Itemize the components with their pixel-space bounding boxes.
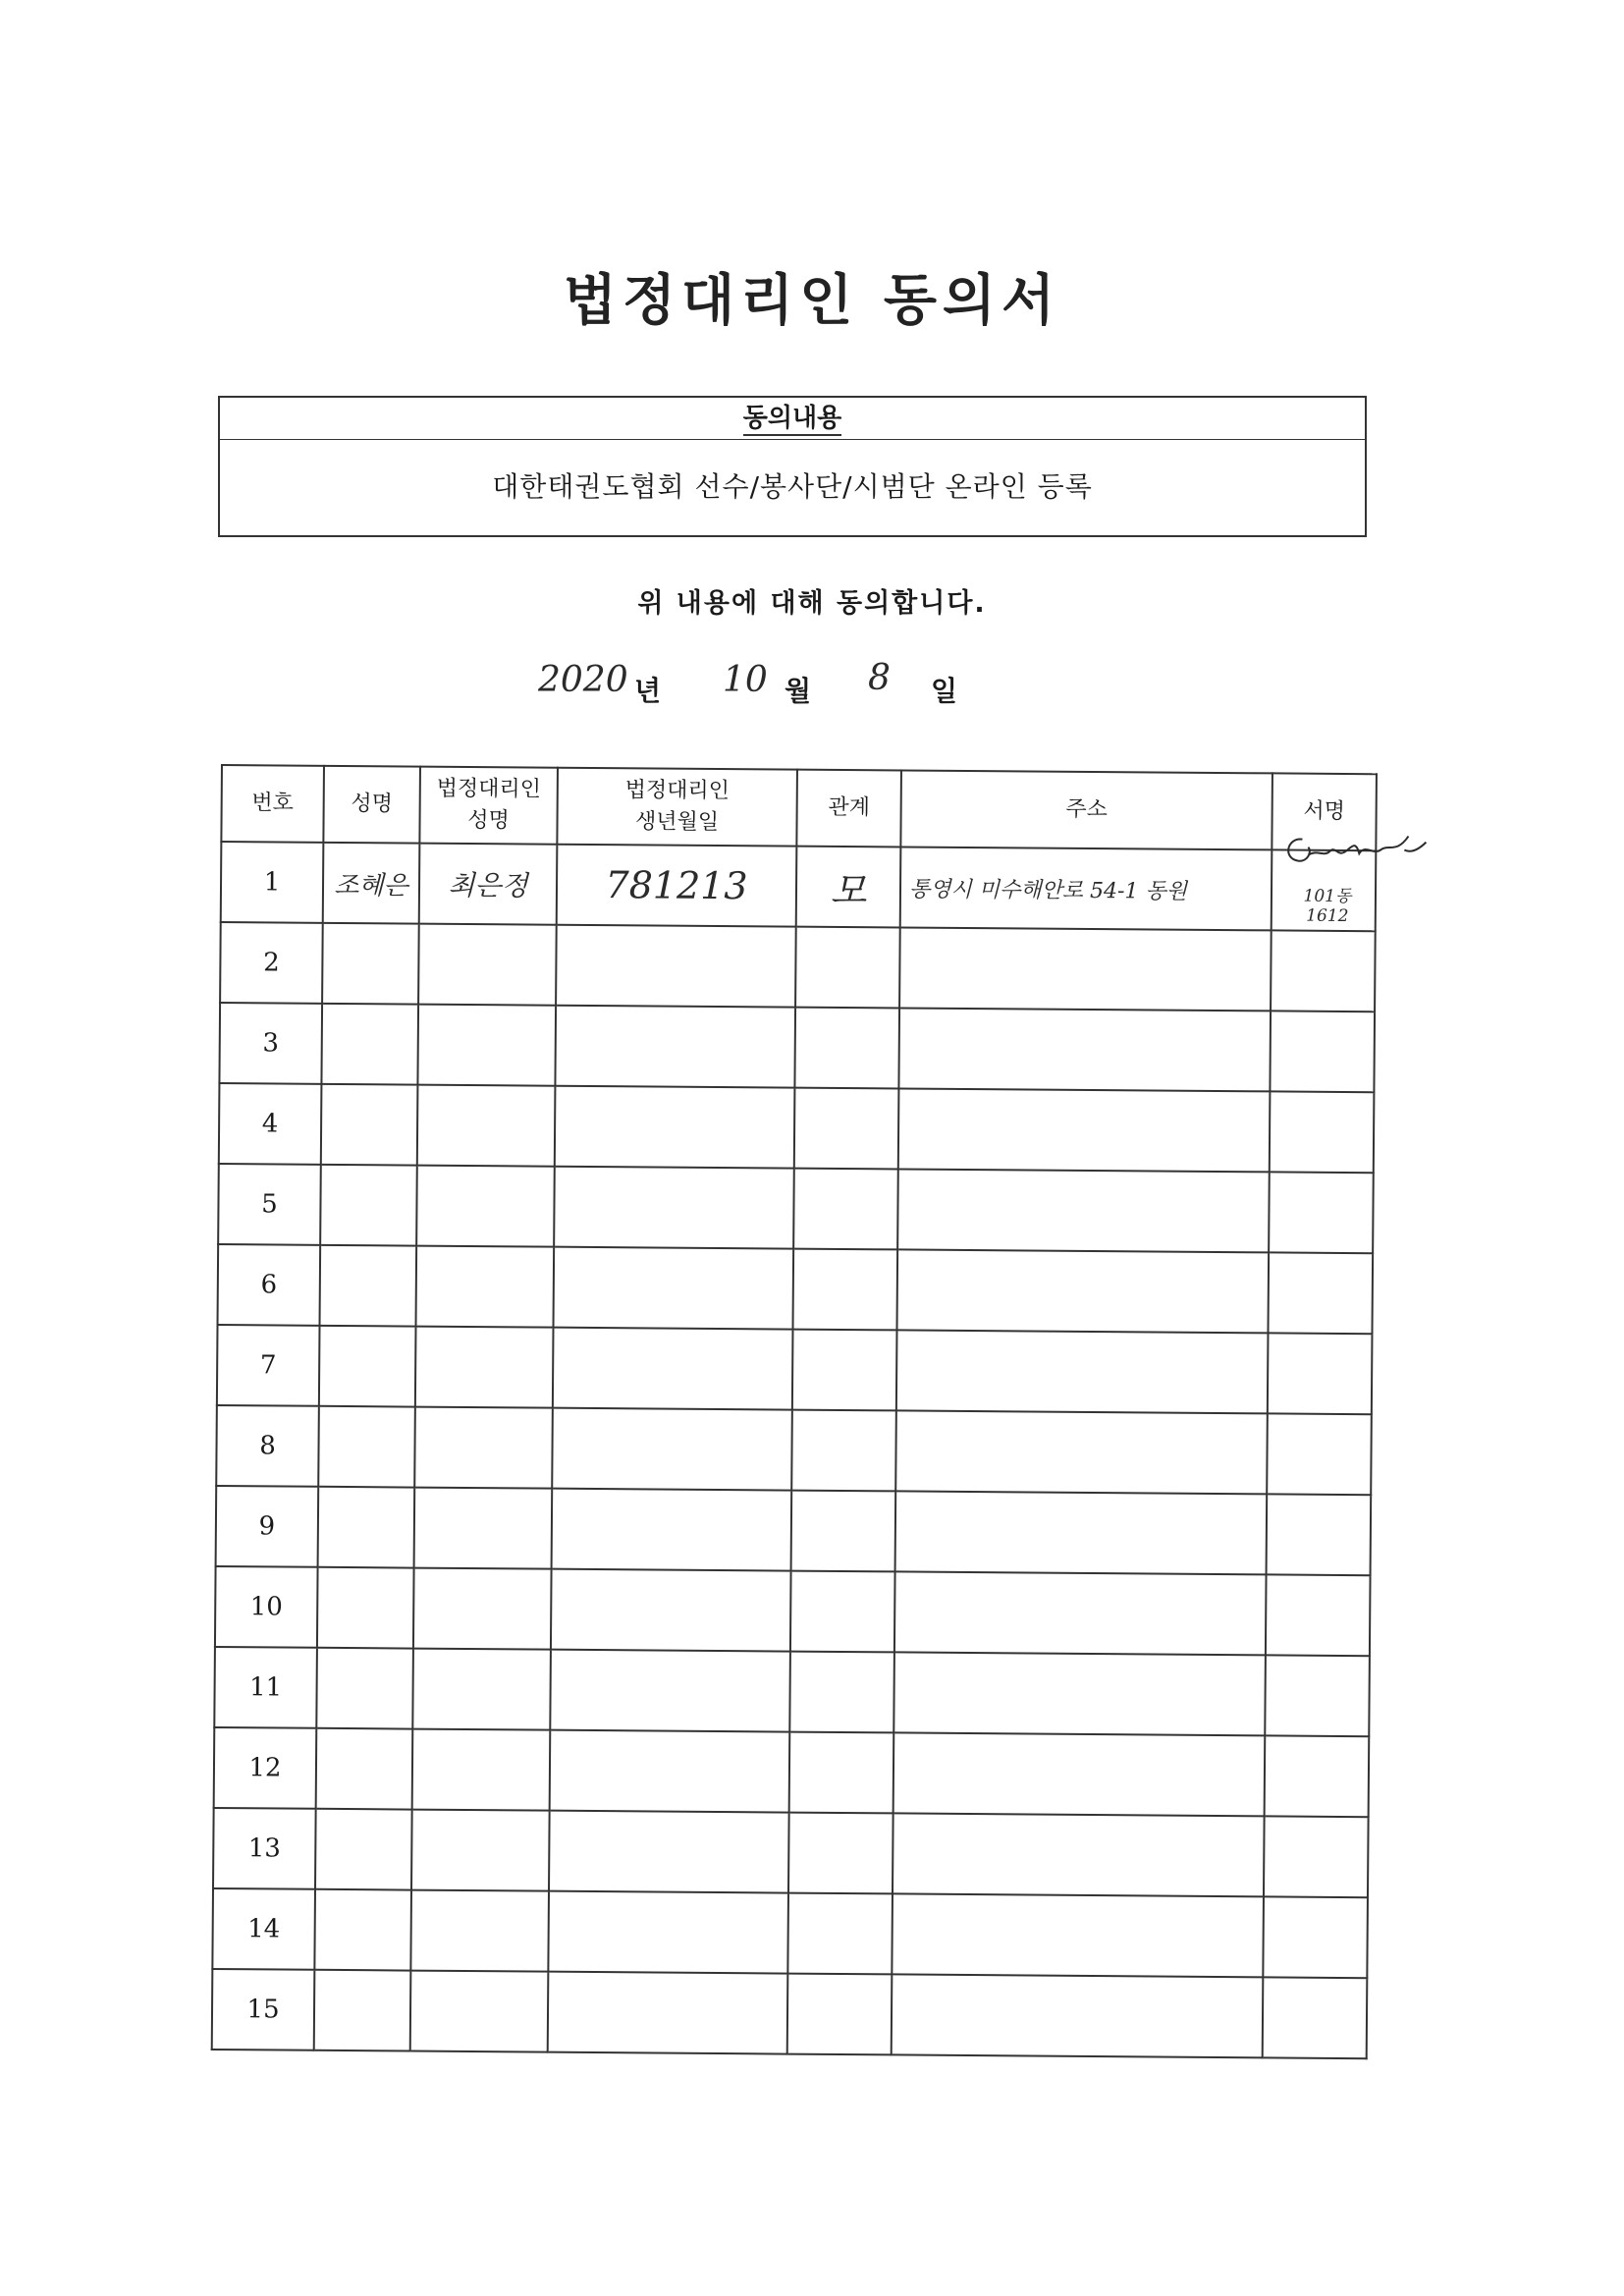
row-address [893,1652,1266,1735]
table-row [212,1969,1368,2058]
table-header-row [221,765,1377,850]
row-signature [1263,1977,1368,2058]
row-guardian-name [412,1729,551,1811]
date-day: 8 [868,658,891,698]
row-signature [1267,1494,1372,1575]
row-relation [787,1974,893,2055]
document-title: 법정대리인 동의서 [563,269,1061,333]
row-name [316,1648,413,1729]
row-number: 7 [217,1325,320,1406]
row-name [322,923,419,1005]
row-number: 12 [214,1727,317,1809]
header-guardian-birth-line2: 생년월일 [634,809,720,835]
row-relation [788,1813,893,1894]
row-guardian-birth [553,1328,793,1410]
row-name [315,1809,412,1890]
consent-body: 대한태권도협회 선수/봉사단/시범단 온라인 등록 [492,470,1093,503]
row-relation [795,927,900,1009]
row-number: 4 [219,1083,322,1165]
row-guardian-name [416,1166,555,1247]
row-number: 6 [218,1244,321,1326]
row-address [898,1008,1271,1091]
row-address [895,1491,1268,1574]
row-signature [1268,1252,1373,1334]
table-row [221,842,1377,931]
row-address [892,1974,1264,2057]
date-year: 2020 [538,660,628,700]
header-address: 주소 [900,770,1272,849]
row-name [316,1728,413,1810]
row-number: 11 [214,1647,317,1728]
row-guardian-birth [550,1730,790,1813]
table-row [212,1888,1368,1978]
date-day-label: 일 [931,675,958,707]
consent-header-label: 동의내용 [743,404,841,436]
row-number: 3 [219,1003,322,1084]
row-guardian-name [410,1971,549,2052]
row-number: 15 [212,1969,315,2050]
table-row [219,1003,1375,1092]
row-address [893,1813,1265,1896]
row-name [314,1889,411,1971]
row-address [896,1330,1269,1413]
row-guardian-birth [551,1569,791,1652]
row-signature [1266,1574,1371,1656]
row-relation [787,1893,893,1975]
row-guardian-name [413,1568,552,1650]
row-guardian-birth [550,1650,790,1732]
table-row [214,1727,1370,1817]
signature-address-note: 101동 1612 [1303,886,1352,927]
table-row [217,1325,1373,1414]
row-signature [1271,930,1376,1011]
header-guardian-name-line2: 성명 [467,807,510,834]
header-guardian-birth-line1: 법정대리인 [624,778,731,804]
table-row [219,1083,1375,1173]
row-relation [794,1088,899,1170]
row-guardian-birth [555,1086,795,1169]
consent-content-box [218,396,1367,537]
row-number: 2 [220,922,323,1004]
row-guardian-birth [556,925,796,1008]
row-guardian-name [410,1890,549,1972]
row-address [894,1571,1267,1655]
row-number: 1 [221,842,324,923]
row-name [317,1567,414,1649]
handwritten-signature [1278,829,1435,885]
row-address [898,1088,1271,1172]
row-number: 13 [213,1808,316,1889]
header-guardian-birth [557,768,797,847]
row-guardian-name [415,1327,554,1408]
row-name [318,1487,415,1568]
row-number: 14 [212,1888,315,1970]
row-number: 9 [216,1486,319,1567]
table-row [216,1405,1372,1495]
row-guardian-birth: 781213 [557,845,797,927]
row-name [321,1084,418,1166]
consent-header [220,398,1365,440]
header-no: 번호 [221,765,324,843]
row-number: 10 [215,1566,318,1648]
row-guardian-birth [548,1891,788,1974]
row-signature [1265,1655,1370,1736]
row-number: 5 [218,1164,321,1245]
table-row [220,922,1376,1011]
row-name [314,1970,411,2051]
row-address [895,1410,1268,1494]
date-month-label: 월 [785,675,812,707]
row-signature [1263,1896,1368,1978]
row-relation [794,1008,899,1089]
row-address [892,1893,1264,1977]
row-signature [1269,1172,1374,1253]
table-row [213,1808,1369,1897]
row-address [897,1169,1270,1252]
row-name [319,1326,416,1407]
row-relation [791,1410,896,1492]
table-row [218,1244,1374,1334]
row-guardian-birth [554,1167,794,1249]
agree-statement: 위 내용에 대해 동의합니다. [637,588,987,619]
row-relation [789,1732,894,1814]
row-signature [1267,1413,1372,1495]
table-row [218,1164,1374,1253]
table-row [214,1647,1370,1736]
signature-area [1272,850,1376,930]
row-relation [789,1652,894,1733]
row-relation [791,1491,896,1572]
row-guardian-name: 최은정 [419,844,558,925]
row-signature [1270,1011,1375,1092]
row-guardian-name [416,1246,555,1328]
row-guardian-name [418,924,557,1006]
row-signature [1270,1091,1375,1173]
row-guardian-birth [554,1247,794,1330]
header-guardian-name [419,767,558,845]
row-address [893,1732,1266,1816]
row-name [321,1004,418,1085]
row-name [318,1406,415,1488]
row-name: 조혜은 [323,843,420,924]
row-signature [1264,1816,1369,1897]
date-year-label: 년 [634,675,662,707]
row-guardian-name [417,1005,556,1086]
table-row [216,1486,1372,1575]
row-relation [793,1169,898,1250]
date-row [0,658,1624,713]
row-guardian-birth [555,1006,795,1088]
guardian-table [211,764,1378,2059]
row-relation [790,1571,895,1653]
row-guardian-name [414,1488,553,1569]
date-month: 10 [723,660,768,700]
row-address: 통영시 미수해안로 54-1 동원 [900,847,1272,930]
row-guardian-name [411,1810,550,1891]
row-address [896,1249,1269,1333]
row-relation [792,1249,897,1331]
header-relation: 관계 [796,770,901,847]
row-guardian-birth [552,1408,792,1491]
header-signature: 서명 [1272,773,1377,850]
row-name [320,1245,417,1327]
row-number: 8 [216,1405,319,1487]
row-guardian-name [412,1649,551,1730]
row-signature [1268,1333,1373,1414]
header-name: 성명 [323,766,420,844]
table-row [215,1566,1371,1656]
row-relation: 모 [796,847,901,928]
row-name [320,1165,417,1246]
row-signature [1272,849,1377,931]
row-relation [792,1330,897,1411]
row-guardian-birth [548,1972,788,2054]
row-guardian-birth [549,1811,789,1893]
row-guardian-birth [552,1489,792,1571]
row-guardian-name [417,1085,556,1167]
header-guardian-name-line1: 법정대리인 [436,776,542,802]
row-address [899,927,1272,1011]
row-signature [1265,1735,1370,1817]
row-guardian-name [414,1407,553,1489]
